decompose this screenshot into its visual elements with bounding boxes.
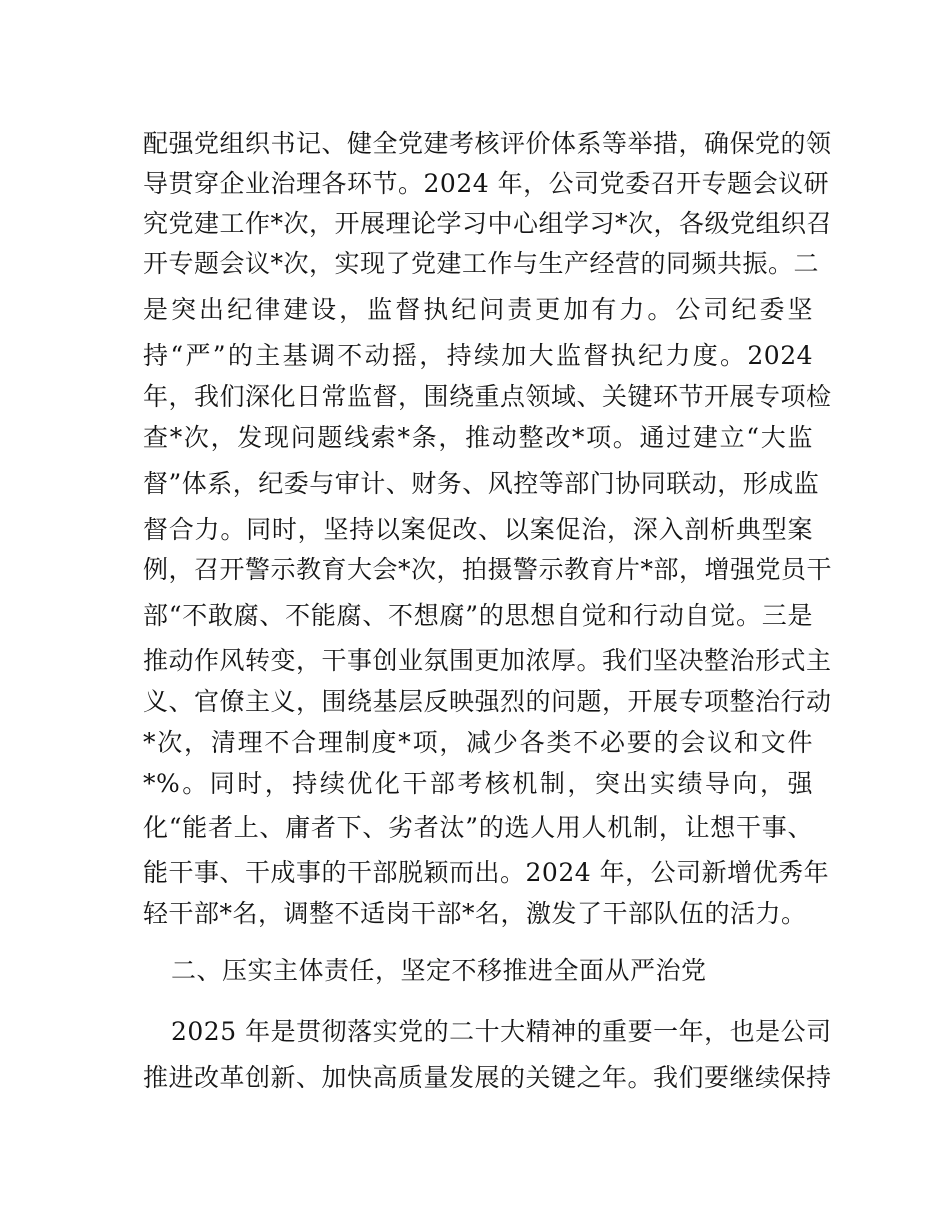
text-line: 能干事、干成事的干部脱颖而出。2024 年，公司新增优秀年 bbox=[143, 858, 830, 887]
text-line: 督”体系，纪委与审计、财务、风控等部门协同联动，形成监 bbox=[143, 469, 820, 498]
text-line: 年，我们深化日常监督，围绕重点领域、关键环节开展专项检 bbox=[143, 382, 832, 411]
text-line: 化“能者上、庸者下、劣者汰”的选人用人机制，让想干事、 bbox=[143, 813, 813, 842]
text-line: 开专题会议*次，实现了党建工作与生产经营的同频共振。二 bbox=[143, 249, 820, 278]
text-line: 例，召开警示教育大会*次，拍摄警示教育片*部，增强党员干 bbox=[143, 555, 833, 584]
text-line: 推进改革创新、加快高质量发展的关键之年。我们要继续保持 bbox=[143, 1063, 832, 1092]
section-heading: 二、压实主体责任，坚定不移推进全面从严治党 bbox=[171, 956, 707, 985]
text-line: 查*次，发现问题线索*条，推动整改*项。通过建立“大监 bbox=[143, 423, 813, 452]
text-line: *%。同时，持续优化干部考核机制，突出实绩导向，强 bbox=[143, 769, 813, 798]
text-line: 义、官僚主义，围绕基层反映强烈的问题，开展专项整治行动 bbox=[143, 687, 832, 716]
text-line: 究党建工作*次，开展理论学习中心组学习*次，各级党组织召 bbox=[143, 209, 833, 238]
text-line: 是突出纪律建设，监督执纪问责更加有力。公司纪委坚 bbox=[143, 295, 813, 324]
text-line: 导贯穿企业治理各环节。2024 年，公司党委召开专题会议研 bbox=[143, 169, 830, 198]
text-line: 持“严”的主基调不动摇，持续加大监督执纪力度。2024 bbox=[143, 341, 813, 370]
text-line: 督合力。同时，坚持以案促改、以案促治，深入剖析典型案 bbox=[143, 515, 813, 544]
text-line: 轻干部*名，调整不适岗干部*名，激发了干部队伍的活力。 bbox=[143, 899, 807, 928]
text-line: 配强党组织书记、健全党建考核评价体系等举措，确保党的领 bbox=[143, 129, 832, 158]
text-line: 部“不敢腐、不能腐、不想腐”的思想自觉和行动自觉。三是 bbox=[143, 601, 813, 630]
text-line: *次，清理不合理制度*项，减少各类不必要的会议和文件 bbox=[143, 728, 813, 757]
text-line: 2025 年是贯彻落实党的二十大精神的重要一年，也是公司 bbox=[171, 1017, 832, 1046]
text-line: 推动作风转变，干事创业氛围更加浓厚。我们坚决整治形式主 bbox=[143, 646, 832, 675]
